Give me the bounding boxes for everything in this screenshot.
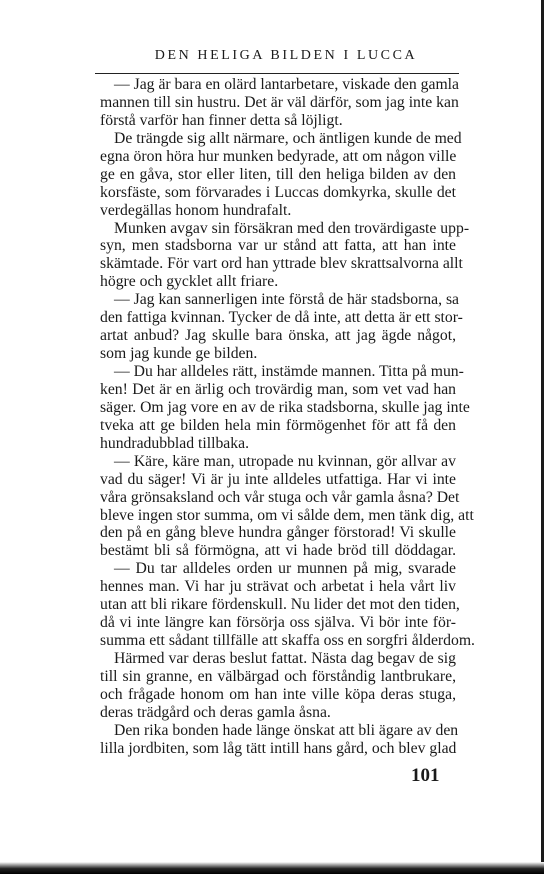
text-line: summa ett sådant tillfälle att skaffa oss en sorgfri ålderdom.: [100, 632, 475, 650]
text-line: ken! Det är en ärlig och trovärdig man, som vet vad han: [100, 380, 456, 398]
text-line: hundradubblad tillbaka.: [100, 434, 249, 452]
text-line: artat anbud? Jag skulle bara önska, att jag ägde något,: [100, 327, 456, 345]
page-number: 101: [411, 765, 440, 786]
text-line: skämtade. För vart ord han yttrade blev skrattsalvorna allt: [100, 255, 463, 273]
text-line: förstå varför han finner detta så löjligt.: [100, 111, 343, 129]
text-line: Munken avgav sin försäkran med den trovärdigaste upp-: [114, 219, 470, 237]
text-line: korsfäste, som förvarades i Luccas domkyrka, skulle det: [100, 183, 456, 201]
text-line: utan att bli rikare fördenskull. Nu lider det mot den tiden,: [100, 596, 460, 614]
text-line: hennes man. Vi har ju strävat och arbetat i hela vårt liv: [100, 578, 456, 596]
text-line: lilla jordbiten, som låg tätt intill hans gård, och blev glad: [100, 739, 457, 757]
text-line: — Du tar alldeles orden ur munnen på mig, svarade: [114, 560, 456, 578]
text-line: den fattiga kvinnan. Tycker de då inte, att detta är ett stor-: [100, 309, 463, 327]
text-line: högre och gycklet allt friare.: [100, 273, 279, 291]
text-line: — Käre, käre man, utropade nu kvinnan, gör allvar av: [114, 452, 456, 470]
text-line: Härmed var deras beslut fattat. Nästa dag begav de sig: [114, 650, 456, 667]
text-line: — Jag kan sannerligen inte förstå de här stadsborna, sa: [114, 291, 460, 309]
text-line: ge en gåva, stor eller liten, till den heliga bilden av den: [100, 165, 456, 183]
text-line: egna öron höra hur munken bedyrade, att om någon ville: [100, 147, 457, 165]
text-line: då vi inte längre kan försörja oss själva. Vi bör inte för-: [100, 614, 456, 632]
running-header: DEN HELIGA BILDEN I LUCCA: [154, 48, 418, 63]
text-line: verdegällas honom hundrafalt.: [100, 201, 292, 219]
text-line: — Jag är bara en olärd lantarbetare, viskade den gamla: [114, 76, 459, 93]
text-line: — Du har alldeles rätt, instämde mannen. Titta på mun-: [114, 363, 464, 380]
scan-edge-bottom: [0, 862, 544, 874]
text-line: deras trädgård och deras gamla åsna.: [100, 703, 331, 721]
text-line: våra grönsaksland och vår stuga och vår gamla åsna? Det: [100, 488, 460, 506]
text-line: till sin granne, en välbärgad och förståndig lantbrukare,: [100, 667, 456, 685]
text-line: mannen till sin hustru. Det är väl därför, som jag inte kan: [100, 93, 459, 111]
text-line: säger. Om jag vore en av de rika stadsborna, skulle jag inte: [100, 398, 470, 416]
text-line: Den rika bonden hade länge önskat att bli ägare av den: [114, 721, 459, 739]
body-text: [100, 76, 475, 758]
text-line: bleve ingen stor summa, om vi sålde dem, men tänk dig, att: [100, 506, 474, 524]
text-line: syn, men stadsborna var ur stånd att fatta, att han inte: [100, 237, 456, 255]
text-line: De trängde sig allt närmare, och äntligen kunde de med: [114, 129, 462, 147]
text-line: vad du säger! Vi är ju inte alldeles utfattiga. Har vi inte: [100, 470, 456, 488]
header-rule: [95, 73, 459, 74]
text-line: bestämt bli så förmögna, att vi hade bröd till döddagar.: [100, 542, 456, 560]
text-line: som jag kunde ge bilden.: [100, 345, 258, 363]
text-line: och frågade honom om han inte ville köpa deras stuga,: [100, 685, 456, 703]
text-line: tveka att ge bilden hela min förmögenhet för att få den: [100, 416, 456, 434]
text-line: den på en gång bleve hundra gånger förstorad! Vi skulle: [100, 524, 456, 542]
